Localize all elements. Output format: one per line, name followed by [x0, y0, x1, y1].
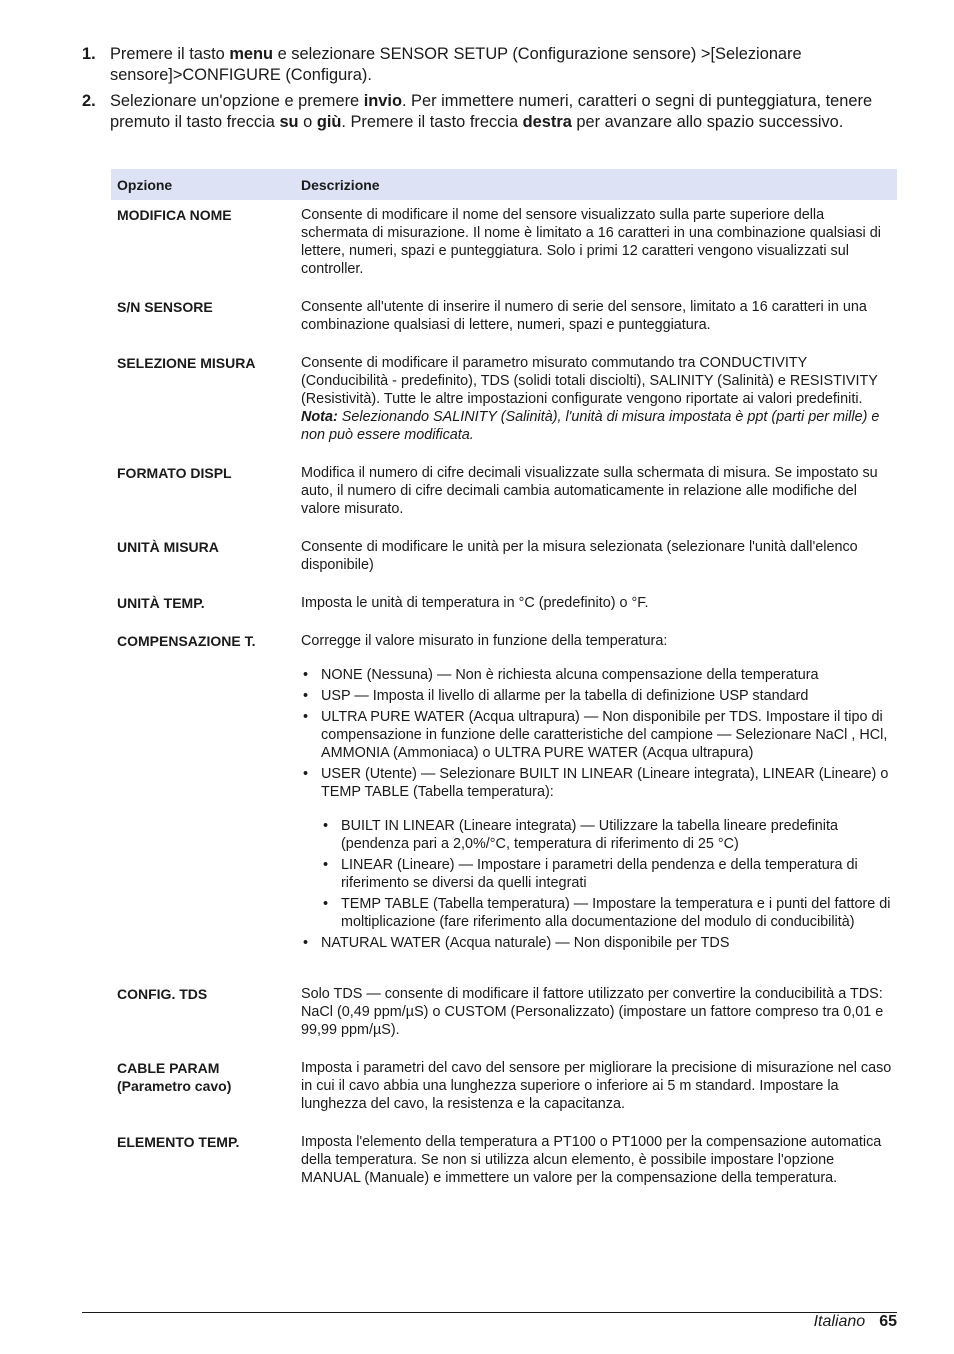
instruction-steps	[82, 44, 892, 138]
table-row	[111, 348, 897, 458]
option-name: UNITÀ MISURA	[117, 539, 219, 555]
key-menu: menu	[229, 45, 274, 63]
option-name: UNITÀ TEMP.	[117, 595, 205, 611]
option-name: FORMATO DISPL	[117, 465, 232, 481]
option-name	[111, 1059, 301, 1113]
page-footer	[814, 1312, 897, 1332]
step-text	[110, 44, 892, 85]
key-giu: giù	[316, 112, 342, 131]
step-text-part: per avanzare allo spazio successivo.	[571, 112, 844, 131]
option-description: Imposta le unità di temperatura in °C (predefinito) o °F.	[301, 595, 649, 611]
option-name-line: CABLE PARAM	[117, 1060, 220, 1076]
footer-divider	[82, 1312, 897, 1313]
step-number: 2.	[82, 92, 96, 110]
note-label: Nota:	[301, 409, 338, 425]
table-row	[111, 588, 897, 626]
list-item	[301, 765, 893, 931]
page-number: 65	[879, 1313, 897, 1330]
list-item: • USP — Imposta il livello di allarme per la tabella di definizione USP standard	[301, 687, 893, 705]
key-invio: invio	[363, 92, 402, 110]
option-name: MODIFICA NOME	[117, 207, 232, 223]
sub-list-item: • BUILT IN LINEAR (Lineare integrata) — Utilizzare la tabella lineare predefinita (pendenza pari a 2,0%/°C, temperatura di riferimento di 25 °C)	[321, 817, 893, 853]
description-text: Consente di modificare il parametro misurato commutando tra CONDUCTIVITY (Conducibilità - predefinito), TDS (solidi totali disciolti), SALINITY (Salinità) e RESISTIVITY (Resistività). Tutte le altre impostazioni configurate vengono riportate ai valori predefiniti.	[301, 355, 878, 407]
key-destra: destra	[522, 112, 572, 131]
option-description: Consente all'utente di inserire il numero di serie del sensore, limitato a 16 caratteri in una combinazione qualsiasi di lettere, numeri, spazi e punteggiatura.	[301, 299, 867, 333]
table-row	[111, 979, 897, 1053]
footer-language: Italiano	[813, 1313, 866, 1330]
sub-bullet-list	[321, 817, 893, 931]
header-description: Descrizione	[301, 176, 380, 193]
key-su: su	[279, 112, 299, 131]
table-header	[111, 169, 897, 200]
option-description: Imposta l'elemento della temperatura a PT100 o PT1000 per la compensazione automatica della temperatura. Se non si utilizza alcun elemento, è possibile impostare l'opzione MANUAL (Manuale) e immettere un valore per la compensazione della temperatura.	[301, 1134, 882, 1186]
option-description: Solo TDS — consente di modificare il fattore utilizzato per convertire la conducibilità a TDS: NaCl (0,49 ppm/µS) o CUSTOM (Personalizzato) (impostare un fattore compreso tra 0,01 e 99,99 ppm/µS).	[301, 986, 884, 1038]
list-item-text: • USER (Utente) — Selezionare BUILT IN LINEAR (Lineare integrata), LINEAR (Lineare) o TEMP TABLE (Tabella temperatura):	[321, 766, 889, 800]
table-row	[111, 532, 897, 588]
step-text-part: Premere il tasto	[110, 45, 230, 63]
step-number: 1.	[82, 45, 96, 63]
option-name: CONFIG. TDS	[117, 986, 208, 1002]
header-option: Opzione	[117, 176, 173, 193]
sub-list-item: • TEMP TABLE (Tabella temperatura) — Impostare la temperatura e i punti del fattore di moltiplicazione (fare riferimento alla documentazione del modulo di conducibilità)	[321, 895, 893, 931]
option-name-line: (Parametro cavo)	[117, 1078, 232, 1094]
option-description: Consente di modificare il nome del sensore visualizzato sulla parte superiore della schermata di misurazione. Il nome è limitato a 16 caratteri in una combinazione qualsiasi di lettere, numeri, spazi e punteggiatura. Solo i primi 12 caratteri vengono visualizzati sul controller.	[301, 207, 881, 277]
bullet-list	[301, 666, 893, 952]
step-1	[82, 44, 892, 85]
table-row	[111, 292, 897, 348]
table-row	[111, 200, 897, 292]
sub-list-item: • LINEAR (Lineare) — Impostare i parametri della pendenza e della temperatura di riferimento se diversi da quelli integrati	[321, 856, 893, 892]
option-description: Modifica il numero di cifre decimali visualizzate sulla schermata di misura. Se impostato su auto, il numero di cifre decimali cambia automaticamente in relazione alle modifiche del valore misurato.	[301, 465, 878, 517]
description-text: Corregge il valore misurato in funzione della temperatura:	[301, 633, 668, 649]
table-row	[111, 1127, 897, 1201]
step-text-part: Selezionare un'opzione e premere	[110, 92, 364, 110]
table-row	[111, 1053, 897, 1127]
option-name: ELEMENTO TEMP.	[117, 1134, 240, 1150]
options-table	[111, 169, 897, 1201]
option-name: SELEZIONE MISURA	[117, 355, 256, 371]
list-item: • NONE (Nessuna) — Non è richiesta alcuna compensazione della temperatura	[301, 666, 893, 684]
step-text-part: . Premere il tasto freccia	[341, 112, 523, 131]
step-text	[110, 91, 892, 132]
note	[301, 408, 893, 444]
note-text: Selezionando SALINITY (Salinità), l'unità di misura impostata è ppt (parti per mille) e non può essere modificata.	[301, 409, 880, 443]
table-row	[111, 626, 897, 979]
step-text-part: . Per immettere numeri, caratteri o segni di punteggiatura, tenere premuto il tasto freccia	[110, 92, 873, 131]
step-text-part: o	[298, 112, 317, 131]
step-2	[82, 91, 892, 132]
option-name: COMPENSAZIONE T.	[117, 633, 256, 649]
option-description: Imposta i parametri del cavo del sensore per migliorare la precisione di misurazione nel caso in cui il cavo abbia una lunghezza superiore o inferiore ai 5 m standard. Impostare la lunghezza del cavo, la resistenza e la capacitanza.	[301, 1060, 892, 1112]
list-item: • ULTRA PURE WATER (Acqua ultrapura) — Non disponibile per TDS. Impostare il tipo di compensazione in funzione delle caratteristiche del campione — Selezionare NaCl , HCl, AMMONIA (Ammoniaca) o ULTRA PURE WATER (Acqua ultrapura)	[301, 708, 893, 762]
option-name: S/N SENSORE	[117, 299, 213, 315]
option-description	[301, 632, 897, 955]
step-text-part: e selezionare SENSOR SETUP (Configurazione sensore) >[Selezionare sensore]>CONFIGURE (Configura).	[110, 45, 802, 84]
option-description	[301, 354, 897, 444]
option-description: Consente di modificare le unità per la misura selezionata (selezionare l'unità dall'elenco disponibile)	[301, 539, 858, 573]
list-item: • NATURAL WATER (Acqua naturale) — Non disponibile per TDS	[301, 934, 893, 952]
table-row	[111, 458, 897, 532]
